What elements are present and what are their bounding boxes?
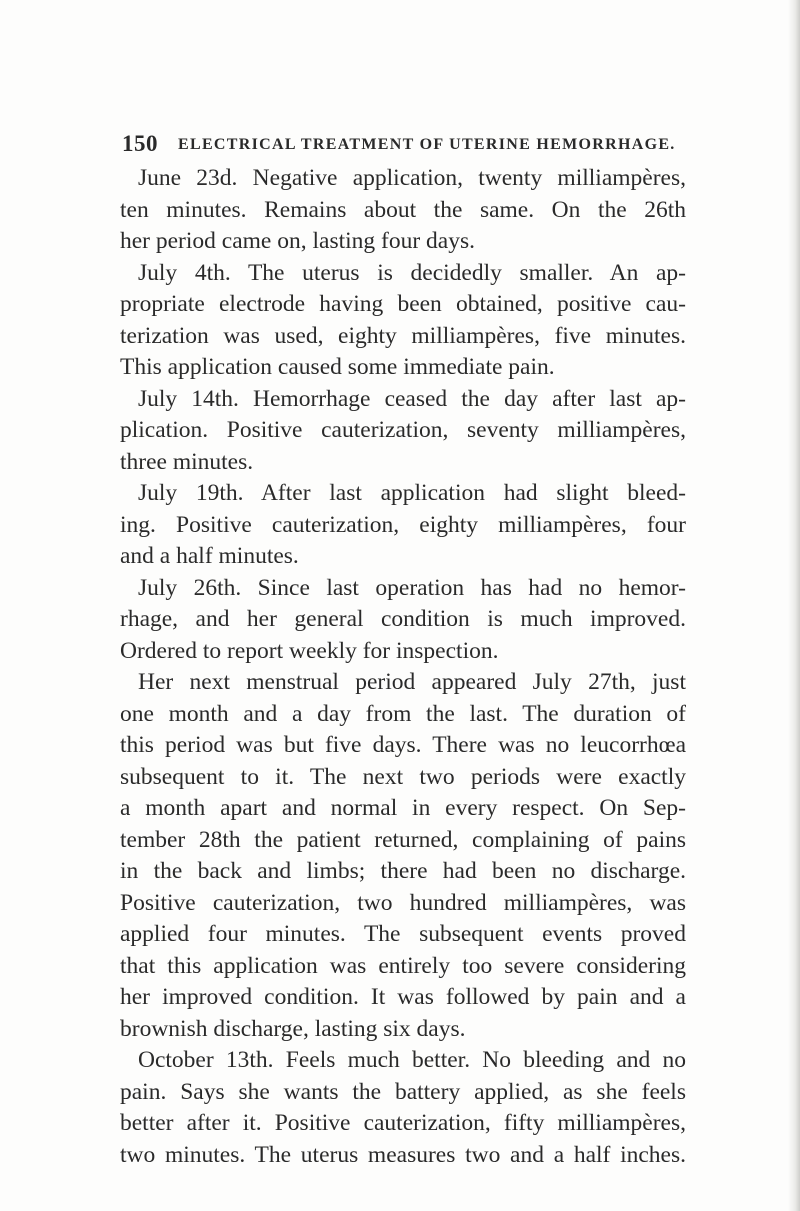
- text-line: plication. Positive cauterization, seventy milliampères,: [120, 417, 686, 443]
- body-text: [120, 163, 686, 1171]
- text-line: propriate electrode having been obtained, positive cau-: [120, 291, 686, 317]
- text-line: one month and a day from the last. The duration of: [120, 700, 686, 727]
- running-title: ELECTRICAL TREATMENT OF UTERINE HEMORRHAGE.: [178, 136, 676, 153]
- text-line: July 4th. The uterus is decidedly smaller. An ap-: [138, 259, 686, 286]
- text-line: a month apart and normal in every respect. On Sep-: [120, 795, 686, 821]
- text-line: July 19th. After last application had slight bleed-: [138, 480, 686, 506]
- text-line: July 26th. Since last operation has had no hemor-: [138, 574, 686, 601]
- text-line: subsequent to it. The next two periods were exactly: [120, 763, 686, 790]
- text-line: better after it. Positive cauterization, fifty milliampères,: [120, 1110, 686, 1136]
- text-line: Ordered to report weekly for inspection.: [120, 637, 499, 664]
- text-line: October 13th. Feels much better. No bleeding and no: [138, 1047, 686, 1073]
- text-line: July 14th. Hemorrhage ceased the day after last ap-: [138, 385, 686, 412]
- text-line: this period was but five days. There was no leucorrhœa: [120, 732, 686, 758]
- text-line: and a half minutes.: [120, 543, 299, 569]
- text-line: that this application was entirely too severe considering: [120, 952, 686, 979]
- text-line: June 23d. Negative application, twenty milliampères,: [138, 165, 686, 191]
- text-line: brownish discharge, lasting six days.: [120, 1015, 466, 1042]
- text-line: pain. Says she wants the battery applied, as she feels: [120, 1078, 686, 1105]
- text-line: This application caused some immediate pain.: [120, 354, 555, 380]
- text-line: Her next menstrual period appeared July 27th, just: [138, 669, 686, 695]
- text-line: her period came on, lasting four days.: [120, 228, 476, 254]
- page-number: 150: [122, 131, 158, 156]
- text-line: tember 28th the patient returned, complaining of pains: [120, 826, 686, 853]
- text-line: three minutes.: [120, 448, 254, 475]
- text-line: her improved condition. It was followed by pain and a: [120, 984, 686, 1010]
- text-line: in the back and limbs; there had been no discharge.: [120, 858, 686, 884]
- text-line: two minutes. The uterus measures two and a half inches.: [120, 1141, 686, 1168]
- text-line: terization was used, eighty milliampères, five minutes.: [120, 322, 686, 349]
- text-line: applied four minutes. The subsequent events proved: [120, 921, 686, 947]
- text-line: ing. Positive cauterization, eighty milliampères, four: [120, 511, 686, 538]
- page-header: [122, 131, 722, 157]
- page-edge-shadow: [788, 0, 800, 1211]
- text-line: Positive cauterization, two hundred milliampères, was: [120, 889, 686, 916]
- text-line: rhage, and her general condition is much improved.: [120, 606, 686, 632]
- text-line: ten minutes. Remains about the same. On the 26th: [120, 196, 686, 223]
